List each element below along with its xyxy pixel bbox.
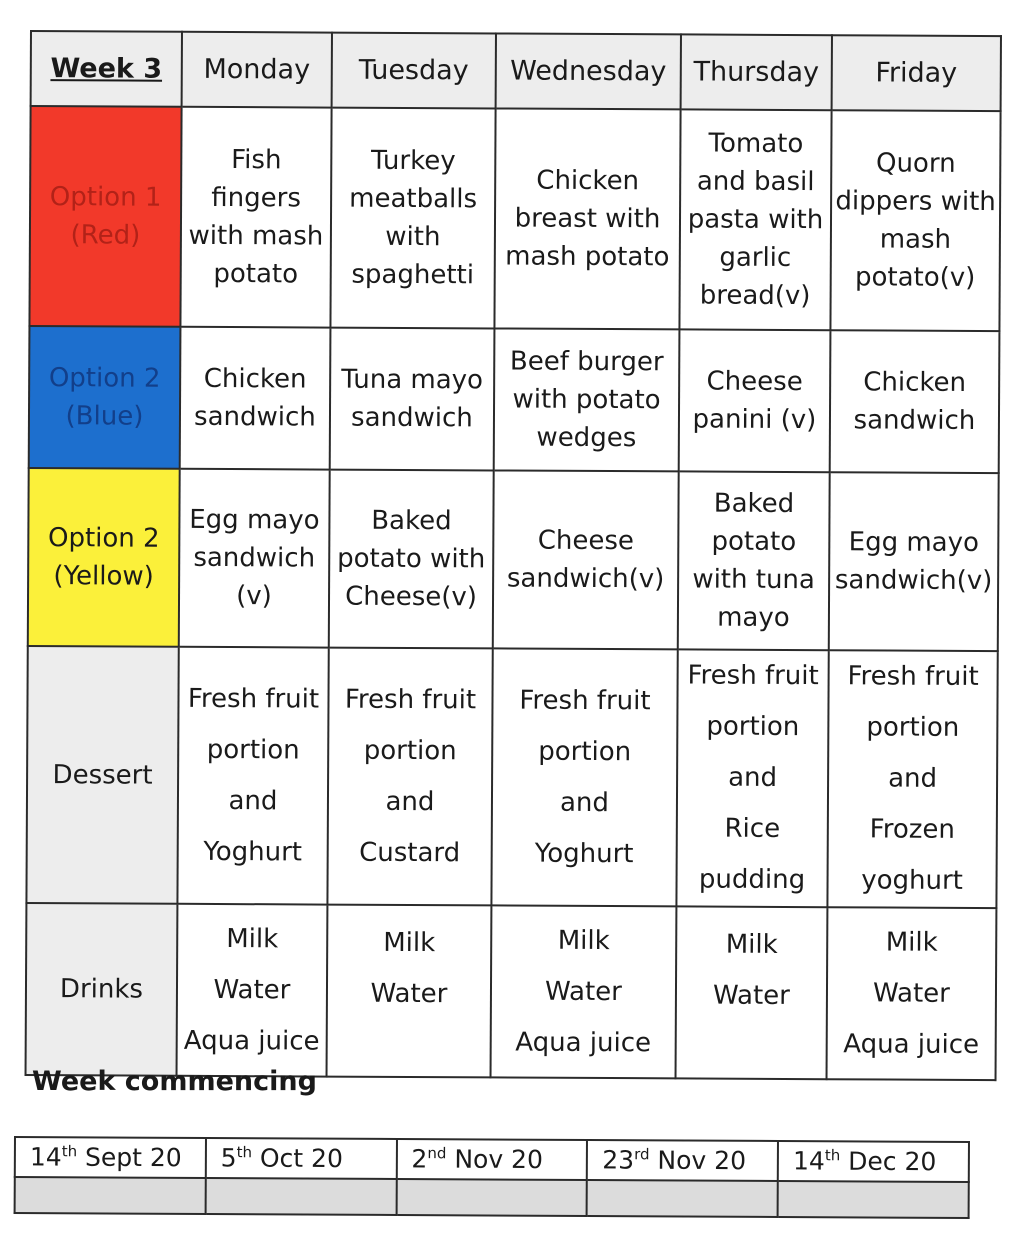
menu-cell: Milk Water Aqua juice: [491, 905, 677, 1078]
menu-cell: Tomato and basil pasta with garlic bread(v): [679, 109, 831, 330]
date-cell: 5th Oct 20: [206, 1138, 397, 1179]
menu-cell: Milk Water Aqua juice: [827, 907, 997, 1080]
date-fill-cell: [15, 1177, 206, 1214]
date-fill-cell: [396, 1179, 587, 1216]
day-header-wednesday: Wednesday: [496, 33, 681, 109]
day-header-monday: Monday: [182, 32, 332, 108]
day-header-friday: Friday: [832, 35, 1001, 111]
day-header-thursday: Thursday: [681, 34, 832, 110]
date-fill-cell: [587, 1180, 778, 1217]
menu-cell: Fresh fruit portion and Yoghurt: [491, 648, 677, 906]
menu-cell: Cheese sandwich(v): [493, 470, 679, 649]
menu-cell: Milk Water Aqua juice: [177, 904, 328, 1077]
menu-cell: Fresh fruit portion and Frozen yoghurt: [827, 650, 997, 908]
option-1-red-label: Option 1 (Red): [29, 106, 181, 327]
menu-cell: Chicken sandwich: [830, 330, 1000, 473]
menu-cell: Cheese panini (v): [679, 329, 831, 472]
menu-cell: Egg mayo sandwich (v): [179, 469, 330, 648]
drinks-row: [26, 903, 997, 1080]
menu-cell: Chicken sandwich: [180, 327, 331, 470]
menu-cell: Tuna mayo sandwich: [330, 328, 495, 471]
date-cell: 14th Dec 20: [778, 1141, 969, 1182]
week-commencing-dates-table: [14, 1136, 970, 1219]
menu-cell: Quorn dippers with mash potato(v): [830, 110, 1000, 331]
menu-cell: Fresh fruit portion and Yoghurt: [177, 647, 328, 905]
option-1-red-row: [29, 106, 1000, 331]
date-cell: 14th Sept 20: [15, 1137, 206, 1178]
dates-row: [15, 1137, 969, 1182]
menu-cell: Beef burger with potato wedges: [494, 328, 680, 471]
day-header-tuesday: Tuesday: [332, 33, 496, 109]
date-fill-cell: [205, 1178, 396, 1215]
option-2-blue-row: [29, 326, 1000, 473]
menu-cell: Baked potato with tuna mayo: [678, 471, 830, 650]
menu-cell: Fresh fruit portion and Custard: [327, 648, 492, 906]
dates-fill-row: [15, 1177, 969, 1218]
drinks-label: Drinks: [26, 903, 178, 1076]
menu-cell: Baked potato with Cheese(v): [329, 470, 494, 649]
menu-cell: Milk Water: [327, 905, 492, 1078]
header-row: [31, 31, 1001, 111]
date-fill-cell: [778, 1181, 969, 1218]
menu-cell: Chicken breast with mash potato: [494, 108, 680, 329]
menu-cell: Egg mayo sandwich(v): [829, 472, 999, 651]
menu-cell: Turkey meatballs with spaghetti: [330, 108, 495, 329]
date-cell: 2nd Nov 20: [396, 1139, 587, 1180]
dessert-label: Dessert: [26, 646, 178, 904]
menu-cell: Milk Water: [676, 906, 828, 1079]
option-2-blue-label: Option 2 (Blue): [29, 326, 181, 469]
option-2-yellow-label: Option 2 (Yellow): [28, 468, 180, 647]
week-label: Week 3: [31, 31, 182, 107]
menu-cell: Fresh fruit portion and Rice pudding: [676, 649, 828, 907]
menu-cell: Fish fingers with mash potato: [180, 107, 331, 328]
option-2-yellow-row: [28, 468, 999, 651]
date-cell: 23rd Nov 20: [587, 1140, 778, 1181]
week-commencing-heading: Week commencing: [32, 1066, 317, 1097]
dessert-row: [26, 646, 997, 908]
weekly-menu-table: [25, 30, 1002, 1081]
